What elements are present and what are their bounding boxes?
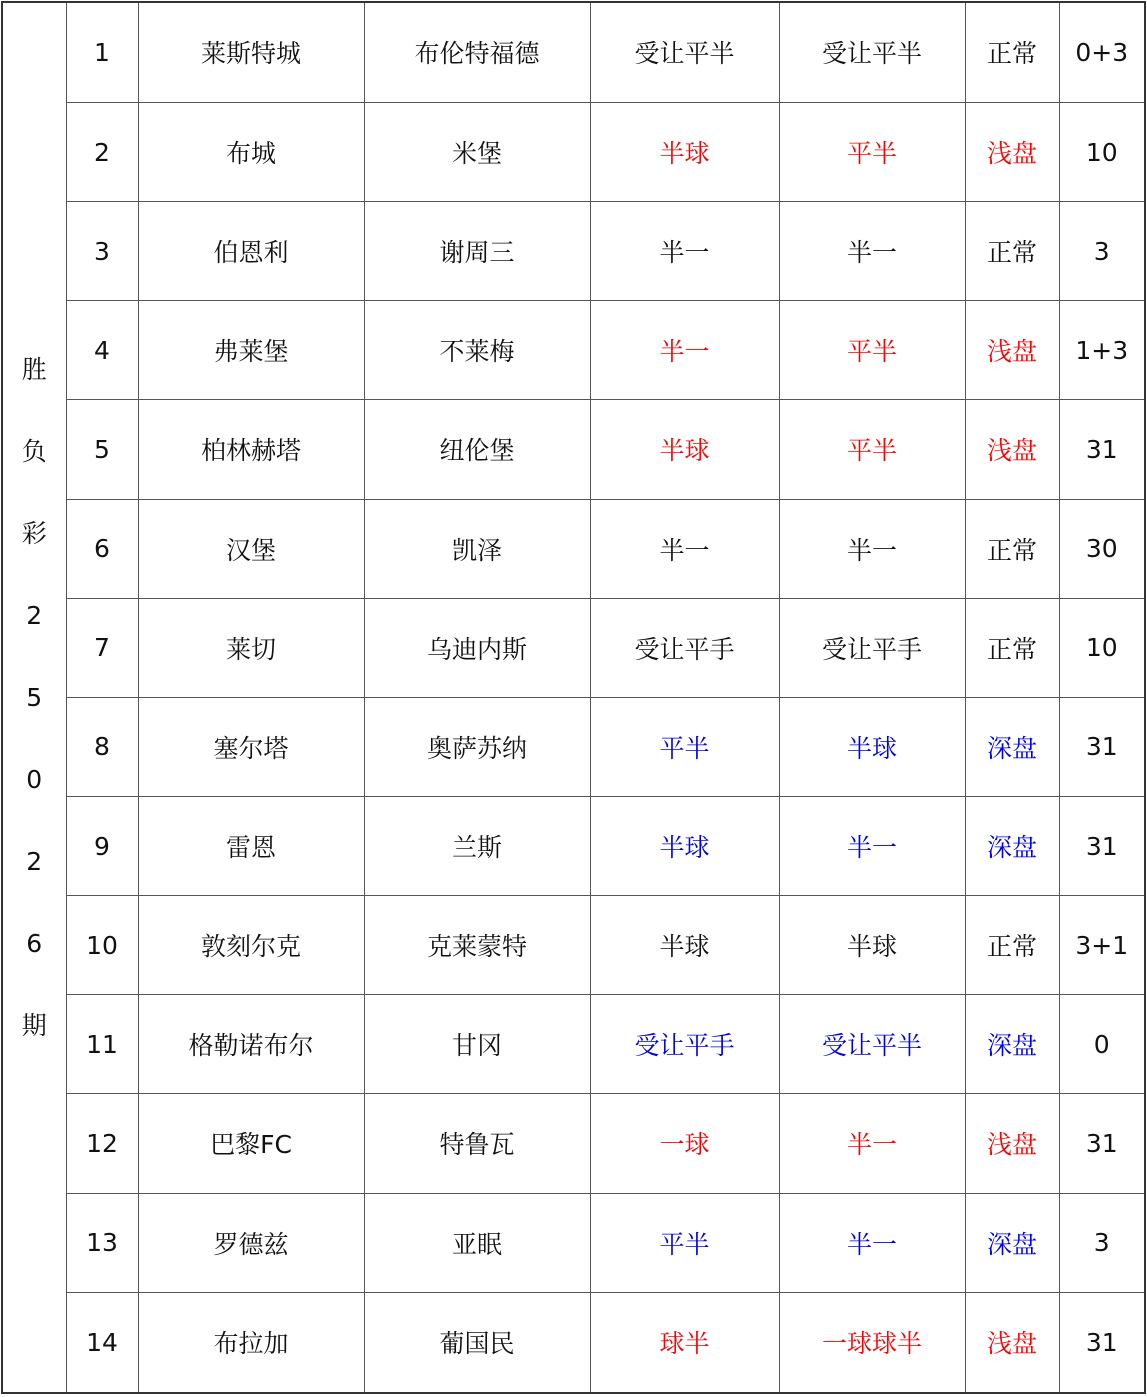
away-team: 奥萨苏纳 (364, 697, 590, 796)
handicap-depth: 深盘 (965, 796, 1059, 895)
handicap-depth: 浅盘 (965, 400, 1059, 499)
match-number: 12 (66, 1094, 138, 1193)
handicap-initial: 半一 (590, 499, 779, 598)
table-row (2, 598, 1145, 697)
table-row (2, 1193, 1145, 1292)
match-table (1, 1, 1146, 1394)
handicap-depth: 深盘 (965, 995, 1059, 1094)
table-row (2, 301, 1145, 400)
table-body (2, 2, 1145, 1393)
away-team: 克莱蒙特 (364, 896, 590, 995)
handicap-current: 半一 (779, 202, 965, 301)
handicap-initial: 半球 (590, 796, 779, 895)
handicap-depth: 正常 (965, 598, 1059, 697)
away-team: 甘冈 (364, 995, 590, 1094)
away-team: 谢周三 (364, 202, 590, 301)
table-row (2, 1094, 1145, 1193)
away-team: 乌迪内斯 (364, 598, 590, 697)
away-team: 纽伦堡 (364, 400, 590, 499)
handicap-depth: 正常 (965, 896, 1059, 995)
handicap-depth: 深盘 (965, 697, 1059, 796)
match-number: 4 (66, 301, 138, 400)
handicap-current: 受让平手 (779, 598, 965, 697)
table-row (2, 2, 1145, 102)
match-number: 3 (66, 202, 138, 301)
prediction: 1+3 (1059, 301, 1145, 400)
home-team: 塞尔塔 (138, 697, 364, 796)
match-number: 8 (66, 697, 138, 796)
handicap-initial: 半球 (590, 102, 779, 201)
match-number: 11 (66, 995, 138, 1094)
prediction: 31 (1059, 400, 1145, 499)
handicap-initial: 半球 (590, 896, 779, 995)
prediction: 31 (1059, 1094, 1145, 1193)
table-row (2, 697, 1145, 796)
away-team: 亚眠 (364, 1193, 590, 1292)
prediction: 31 (1059, 1292, 1145, 1393)
handicap-initial: 受让平手 (590, 995, 779, 1094)
prediction: 10 (1059, 102, 1145, 201)
handicap-current: 半一 (779, 499, 965, 598)
prediction: 10 (1059, 598, 1145, 697)
table-row (2, 102, 1145, 201)
handicap-current: 半一 (779, 796, 965, 895)
match-number: 10 (66, 896, 138, 995)
handicap-initial: 受让平半 (590, 2, 779, 102)
home-team: 莱斯特城 (138, 2, 364, 102)
home-team: 布拉加 (138, 1292, 364, 1393)
home-team: 格勒诺布尔 (138, 995, 364, 1094)
prediction: 3 (1059, 202, 1145, 301)
match-number: 7 (66, 598, 138, 697)
handicap-depth: 正常 (965, 499, 1059, 598)
handicap-depth: 深盘 (965, 1193, 1059, 1292)
table-row (2, 1292, 1145, 1393)
home-team: 敦刻尔克 (138, 896, 364, 995)
home-team: 布城 (138, 102, 364, 201)
table-row (2, 896, 1145, 995)
away-team: 凯泽 (364, 499, 590, 598)
away-team: 特鲁瓦 (364, 1094, 590, 1193)
handicap-initial: 平半 (590, 697, 779, 796)
prediction: 0+3 (1059, 2, 1145, 102)
handicap-initial: 半球 (590, 400, 779, 499)
handicap-current: 一球球半 (779, 1292, 965, 1393)
handicap-initial: 一球 (590, 1094, 779, 1193)
prediction: 3+1 (1059, 896, 1145, 995)
handicap-depth: 浅盘 (965, 102, 1059, 201)
handicap-depth: 浅盘 (965, 1292, 1059, 1393)
handicap-depth: 浅盘 (965, 301, 1059, 400)
away-team: 葡国民 (364, 1292, 590, 1393)
handicap-initial: 半一 (590, 202, 779, 301)
handicap-initial: 球半 (590, 1292, 779, 1393)
match-number: 9 (66, 796, 138, 895)
match-number: 5 (66, 400, 138, 499)
match-number: 1 (66, 2, 138, 102)
handicap-initial: 平半 (590, 1193, 779, 1292)
handicap-current: 半球 (779, 896, 965, 995)
home-team: 雷恩 (138, 796, 364, 895)
handicap-current: 平半 (779, 102, 965, 201)
match-number: 13 (66, 1193, 138, 1292)
home-team: 汉堡 (138, 499, 364, 598)
table-row (2, 400, 1145, 499)
home-team: 伯恩利 (138, 202, 364, 301)
match-number: 6 (66, 499, 138, 598)
home-team: 弗莱堡 (138, 301, 364, 400)
table-row (2, 499, 1145, 598)
handicap-current: 平半 (779, 301, 965, 400)
handicap-depth: 浅盘 (965, 1094, 1059, 1193)
handicap-current: 半一 (779, 1193, 965, 1292)
prediction: 30 (1059, 499, 1145, 598)
handicap-current: 半球 (779, 697, 965, 796)
prediction: 3 (1059, 1193, 1145, 1292)
home-team: 柏林赫塔 (138, 400, 364, 499)
handicap-current: 半一 (779, 1094, 965, 1193)
away-team: 不莱梅 (364, 301, 590, 400)
away-team: 布伦特福德 (364, 2, 590, 102)
handicap-initial: 半一 (590, 301, 779, 400)
home-team: 巴黎FC (138, 1094, 364, 1193)
match-number: 14 (66, 1292, 138, 1393)
handicap-current: 平半 (779, 400, 965, 499)
table-row (2, 796, 1145, 895)
home-team: 罗德兹 (138, 1193, 364, 1292)
prediction: 0 (1059, 995, 1145, 1094)
handicap-current: 受让平半 (779, 995, 965, 1094)
match-number: 2 (66, 102, 138, 201)
prediction: 31 (1059, 796, 1145, 895)
handicap-depth: 正常 (965, 202, 1059, 301)
home-team: 莱切 (138, 598, 364, 697)
away-team: 兰斯 (364, 796, 590, 895)
handicap-current: 受让平半 (779, 2, 965, 102)
handicap-depth: 正常 (965, 2, 1059, 102)
away-team: 米堡 (364, 102, 590, 201)
period-label: 胜 负 彩 2 5 0 2 6 期 (2, 2, 66, 1393)
prediction: 31 (1059, 697, 1145, 796)
handicap-initial: 受让平手 (590, 598, 779, 697)
table-row (2, 202, 1145, 301)
table-row (2, 995, 1145, 1094)
